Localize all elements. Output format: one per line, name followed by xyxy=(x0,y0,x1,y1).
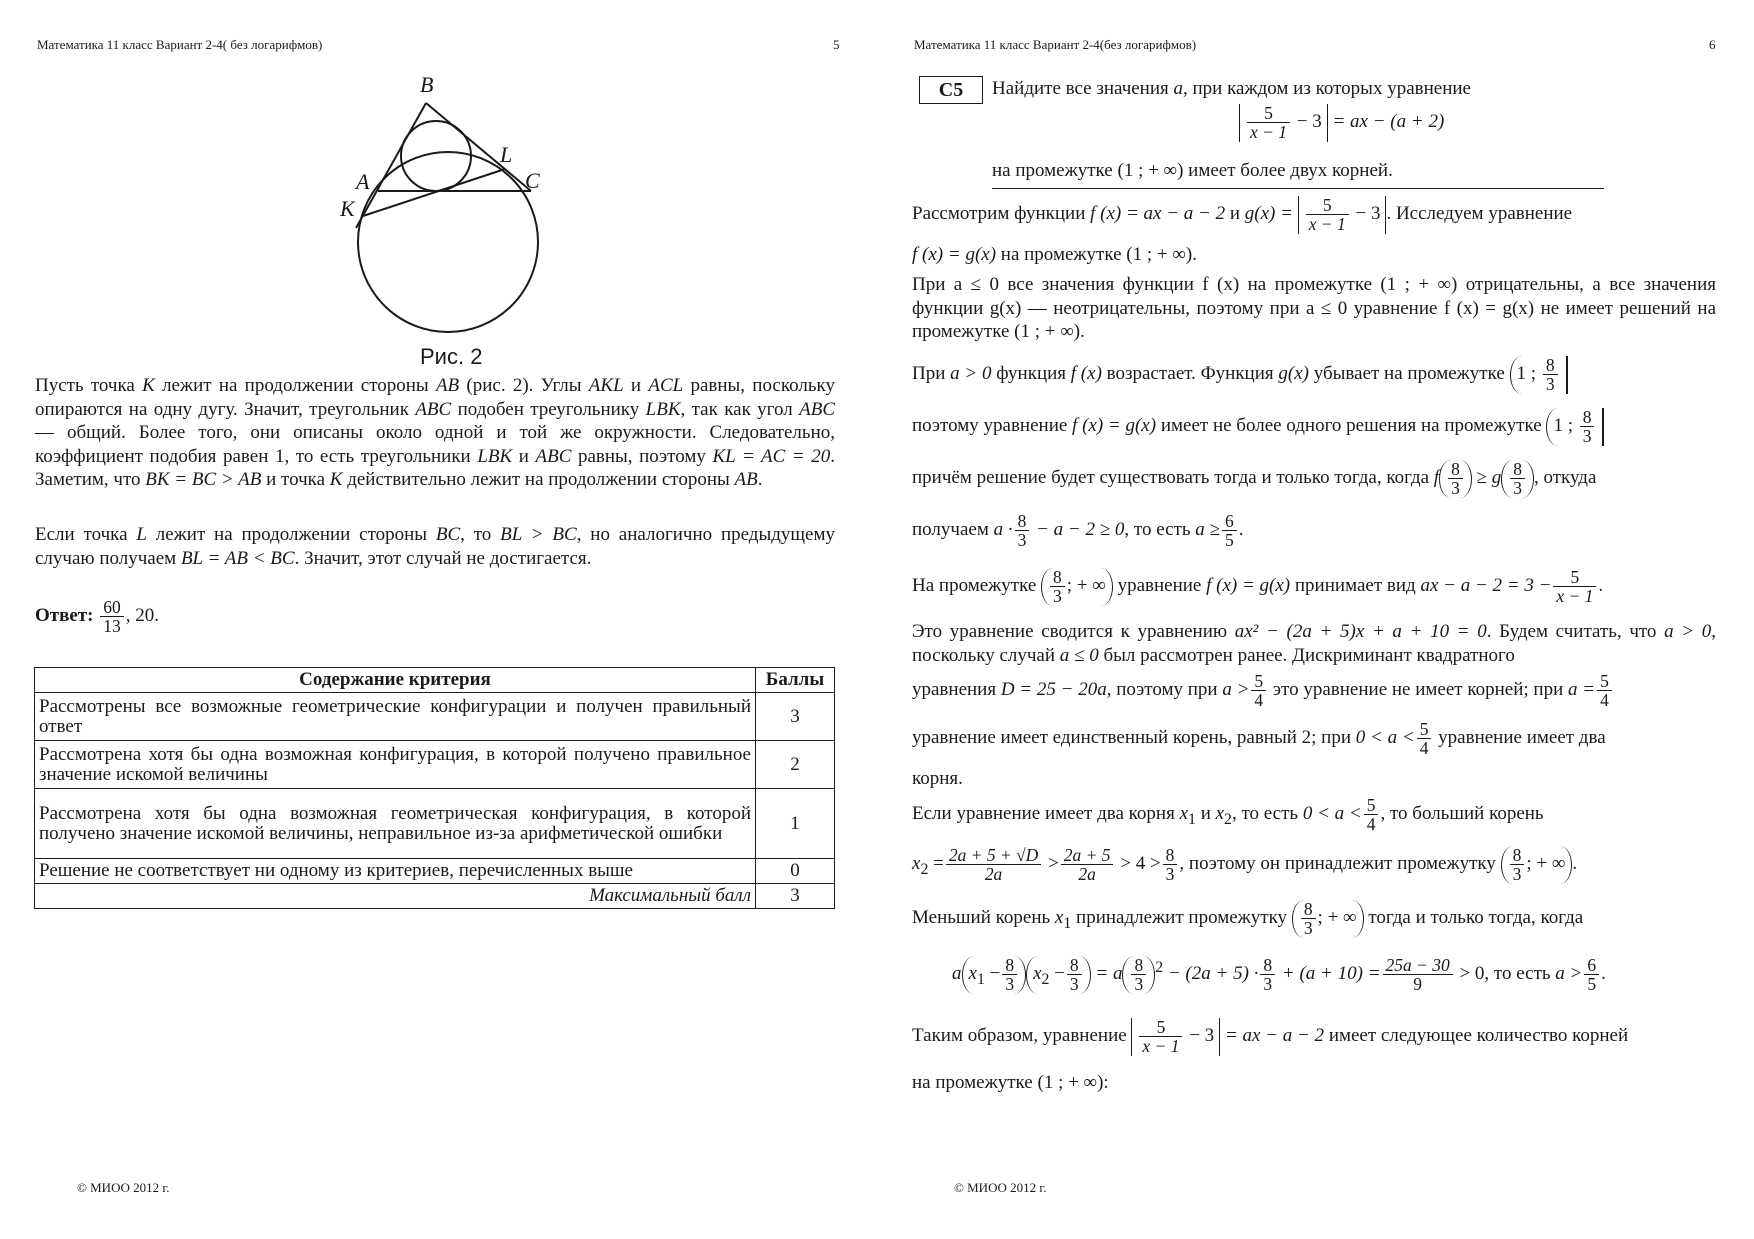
table-row xyxy=(35,693,835,741)
table-row xyxy=(35,859,835,884)
max-score-value: 3 xyxy=(756,884,835,909)
score-cell: 1 xyxy=(756,789,835,859)
task-statement: Найдите все значения a, при каждом из которых уравнение xyxy=(992,78,1471,99)
label-L: L xyxy=(500,142,513,167)
solution-paragraph-8: Это уравнение сводится к уравнению ax² − (2a + 5)x + a + 10 = 0. Будем считать, что a > 0, поскольку случай a ≤ 0 был рассмотрен ранее. Дискриминант квадратного xyxy=(912,621,1716,666)
figure-caption: Рис. 2 xyxy=(420,344,483,369)
solution-line-10b: корня. xyxy=(912,768,963,789)
criteria-table xyxy=(34,667,835,909)
solution-line-11: Если уравнение имеет два корня $x_1$ и $x_2$, то есть 0 < a < $\frac{5}{4}$ , то больший корень xyxy=(912,795,1544,835)
page-footer: © МИОО 2012 г. xyxy=(954,1180,1047,1195)
criterion-cell: Рассмотрены все возможные геометрические конфигурации и получен правильный ответ xyxy=(35,693,756,741)
criterion-cell: Решение не соответствует ни одному из критериев, перечисленных выше xyxy=(35,859,756,884)
solution-line-5: причём решение будет существовать тогда и только тогда, когда f $\frac{8}{3}$ ≥ g $\frac{8}{3}$ , откуда xyxy=(912,459,1597,499)
score-cell: 2 xyxy=(756,741,835,789)
solution-paragraph-1: Пусть точка K лежит на продолжении стороны AB (рис. 2). Углы AKL и ACL равны, поскольку опираются на одну дугу. Значит, треугольник ABC подобен треугольнику LBK, так как угол ABC — общий. Более того, они описаны около одной и той же окружности. Следовательно, коэффициент подобия равен 1, то есть треугольники LBK и ABC равны, поэтому KL = AC = 20. Заметим, что BK = BC > AB и точка K действительно лежит на продолжении стороны AB. xyxy=(35,375,836,490)
criterion-cell: Рассмотрена хотя бы одна возможная конфигурация, в которой получено правильное значение искомой величины xyxy=(35,741,756,789)
solution-line-12: $x_2$ = $\frac{2a + 5 + √D}{2a}$ > $\frac{2a + 5}{2a}$ > 4 > $\frac{8}{3}$ , поэтому он принадлежит промежутку $\frac{8}{3}$ ; + ∞ . xyxy=(912,845,1578,885)
task-interval: на промежутке (1 ; + ∞) имеет более двух корней. xyxy=(992,160,1393,181)
label-A: A xyxy=(356,169,370,194)
label-B: B xyxy=(420,72,434,97)
solution-paragraph-2: Если точка L лежит на продолжении стороны BC, то BL > BC, но аналогично предыдущему случаю получаем BL = AB < BC. Значит, этот случай не достигается. xyxy=(35,524,835,569)
page-header: Математика 11 класс Вариант 2-4( без логарифмов) xyxy=(37,37,323,52)
solution-line-1: Рассмотрим функции f (x) = ax − a − 2 и g(x) = $\frac{5}{x - 1}$ − 3 . Исследуем уравнение xyxy=(912,195,1573,235)
solution-line-14: a $x_1$ − $\frac{8}{3}$ $x_2$ − $\frac{8}{3}$ = a $\frac{8}{3}$ $^2$ − (2a + 5) · $\frac{8}{3}$ + (a + 10) = $\frac{25a - 30}{9}$ > 0, то есть a > $\frac{6}{5}$ . xyxy=(952,955,1606,995)
solution-line-6: получаем a · $\frac{8}{3}$ − a − 2 ≥ 0, то есть a ≥ $\frac{6}{5}$ . xyxy=(912,511,1244,551)
page-footer: © МИОО 2012 г. xyxy=(77,1180,170,1195)
solution-line-1b: f (x) = g(x) на промежутке (1 ; + ∞). xyxy=(912,244,1197,265)
solution-line-4: поэтому уравнение f (x) = g(x) имеет не более одного решения на промежутке 1 ; $\frac{8}{3}$ xyxy=(912,408,1604,446)
score-cell: 0 xyxy=(756,859,835,884)
right-page xyxy=(877,0,1754,1239)
column-header: Содержание критерия xyxy=(35,668,756,693)
solution-line-9: уравнения D = 25 − 20a, поэтому при a > $\frac{5}{4}$ это уравнение не имеет корней; при a = $\frac{5}{4}$ xyxy=(912,672,1614,710)
column-header: Баллы xyxy=(756,668,835,693)
score-cell: 3 xyxy=(756,693,835,741)
solution-line-13: Меньший корень $x_1$ принадлежит промежутку $\frac{8}{3}$ ; + ∞ тогда и только тогда, когда xyxy=(912,899,1584,939)
solution-paragraph-2: При a ≤ 0 все значения функции f (x) на промежутке (1 ; + ∞) отрицательны, а все значения функции g(x) — неотрицательны, поэтому при a ≤ 0 уравнение f (x) = g(x) не имеет решений на промежутке (1 ; + ∞). xyxy=(912,274,1716,342)
solution-line-3: При a > 0 функция f (x) возрастает. Функция g(x) убывает на промежутке 1 ; $\frac{8}{3}$ xyxy=(912,356,1568,394)
label-K: K xyxy=(340,196,355,221)
table-row xyxy=(35,789,835,859)
circumcircle xyxy=(358,152,538,332)
table-row xyxy=(35,741,835,789)
solution-line-15b: на промежутке (1 ; + ∞): xyxy=(912,1072,1109,1093)
solution-line-15: Таким образом, уравнение $\frac{5}{x - 1}$ − 3 = ax − a − 2 имеет следующее количество корней xyxy=(912,1017,1629,1057)
page-header: Математика 11 класс Вариант 2-4(без логарифмов) xyxy=(914,37,1197,52)
divider xyxy=(992,188,1604,189)
solution-line-7: На промежутке $\frac{8}{3}$ ; + ∞ уравнение f (x) = g(x) принимает вид ax − a − 2 = 3 − $\frac{5}{x - 1}$ . xyxy=(912,567,1604,607)
label-C: C xyxy=(525,168,540,193)
answer: Ответ: $\frac{60}{13}$ , 20. xyxy=(35,597,159,637)
table-max-row xyxy=(35,884,835,909)
table-header-row xyxy=(35,668,835,693)
solution-line-10: уравнение имеет единственный корень, равный 2; при 0 < a < $\frac{5}{4}$ уравнение имеет два xyxy=(912,719,1606,759)
page-number: 5 xyxy=(833,37,840,52)
page-number: 6 xyxy=(1709,37,1716,52)
side-BK xyxy=(356,103,426,228)
max-score-label: Максимальный балл xyxy=(35,884,756,909)
task-equation: $\frac{5}{x - 1}$ − 3 = ax − (a + 2) xyxy=(1239,104,1444,142)
criterion-cell: Рассмотрена хотя бы одна возможная геометрическая конфигурация, в которой получено значение искомой величины, неправильное из-за арифметической ошибки xyxy=(35,789,756,859)
geometry-figure xyxy=(320,68,560,358)
task-label-box: C5 xyxy=(919,76,983,104)
